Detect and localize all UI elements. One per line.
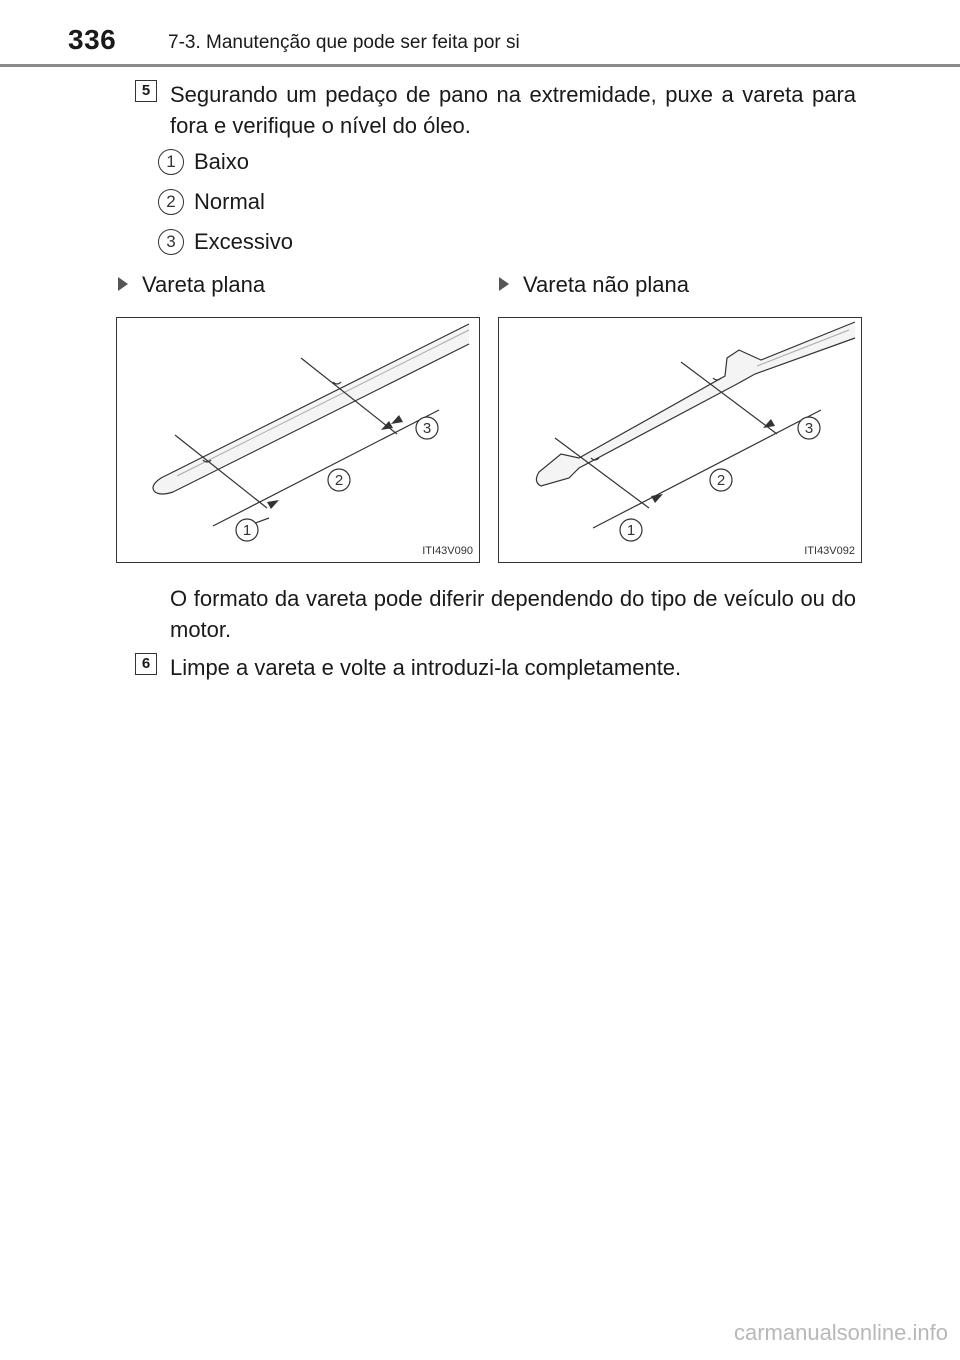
legend-label: Normal xyxy=(194,189,265,214)
step-5-text: Segurando um pedaço de pano na extremidade, puxe a vareta para fora e verifique o nível do óleo. xyxy=(170,82,856,138)
figure-flat-dipstick xyxy=(116,317,480,563)
dipstick-shape-note: O formato da vareta pode diferir dependendo do tipo de veículo ou do motor. xyxy=(170,586,856,642)
callout-1: 1 xyxy=(242,522,252,539)
level-mark-high xyxy=(713,378,721,380)
callout-3: 3 xyxy=(804,420,814,437)
legend-number: 3 xyxy=(158,229,184,255)
section-title: 7-3. Manutenção que pode ser feita por si xyxy=(168,32,520,53)
callout-3: 3 xyxy=(422,420,432,437)
callout-2: 2 xyxy=(334,472,344,489)
triangle-bullet-icon xyxy=(118,277,128,291)
dipstick-shading xyxy=(177,330,469,476)
watermark: carmanualsonline.info xyxy=(733,1320,948,1345)
figure-caption-flat xyxy=(118,271,265,299)
legend-label: Baixo xyxy=(194,149,250,174)
step-6-text: Limpe a vareta e volte a introduzi-la completamente. xyxy=(170,655,682,680)
flat-dipstick-illustration xyxy=(117,318,479,562)
dimension-line xyxy=(213,410,439,526)
arrow-low xyxy=(651,494,663,503)
figure-code: ITI43V090 xyxy=(422,545,473,557)
caption-text: Vareta plana xyxy=(142,272,266,297)
figure-caption-not-flat xyxy=(499,271,689,299)
dipstick-shading xyxy=(757,330,849,366)
arrow-excess xyxy=(391,415,403,424)
callout-2: 2 xyxy=(716,472,726,489)
dimension-line xyxy=(593,410,821,528)
caption-text: Vareta não plana xyxy=(523,272,689,297)
non-flat-dipstick-illustration xyxy=(499,318,861,562)
page-number: 336 xyxy=(68,24,117,55)
triangle-bullet-icon xyxy=(499,277,509,291)
figure-code: ITI43V092 xyxy=(804,545,855,557)
header-divider xyxy=(0,64,960,67)
legend-number: 1 xyxy=(158,149,184,175)
step-5-badge: 5 xyxy=(135,80,157,102)
legend-label: Excessivo xyxy=(194,229,294,254)
arrow-low xyxy=(267,500,279,509)
step-6-badge: 6 xyxy=(135,653,157,675)
legend-number: 2 xyxy=(158,189,184,215)
callout-1: 1 xyxy=(626,522,636,539)
arrow-high xyxy=(763,419,775,428)
figure-non-flat-dipstick xyxy=(498,317,862,563)
